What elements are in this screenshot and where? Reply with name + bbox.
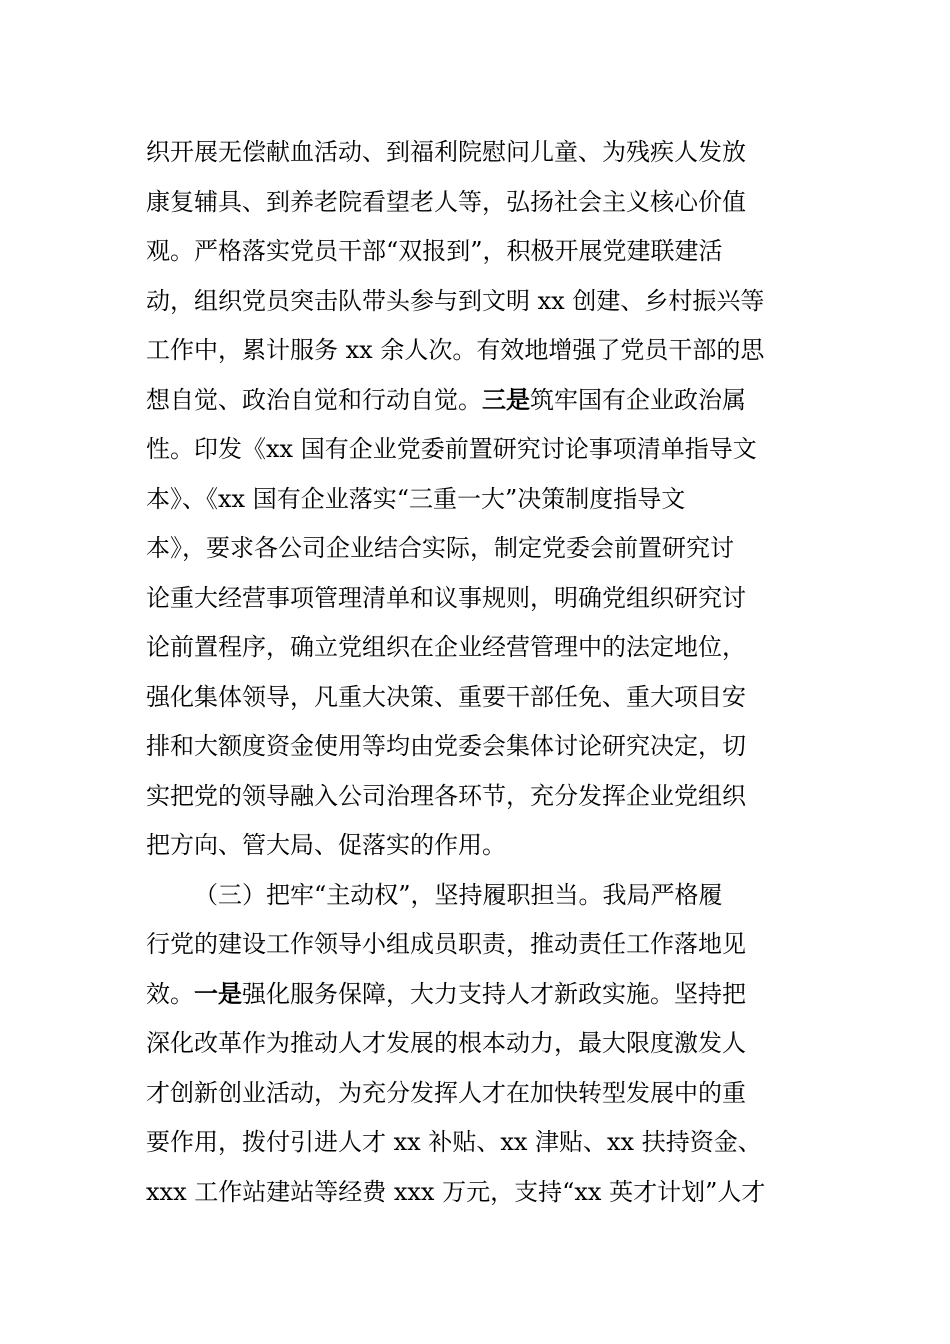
- text-line: 论前置程序，确立党组织在企业经营管理中的法定地位，: [146, 633, 746, 661]
- text-line: 本》，要求各公司企业结合实际，制定党委会前置研究讨: [146, 534, 734, 562]
- text-line: 排和大额度资金使用等均由党委会集体讨论研究决定，切: [146, 732, 746, 760]
- text-line: [146, 376, 806, 426]
- text-line: 要作用，拨付引进人才 xx 补贴、xx 津贴、xx 扶持资金、: [146, 1128, 762, 1156]
- section-heading-line: （三）把牢“主动权”，坚持履职担当。我局严格履: [194, 880, 723, 909]
- text-line: 论重大经营事项管理清单和议事规则，明确党组织研究讨: [146, 583, 746, 612]
- text-line: 把方向、管大局、促落实的作用。: [146, 831, 506, 859]
- text-segment: 想自觉、政治自觉和行动自觉。: [146, 385, 482, 414]
- text-line: 行党的建设工作领导小组成员职责，推动责任工作落地见: [146, 930, 746, 958]
- text-line: 康复辅具、到养老院看望老人等，弘扬社会主义核心价值: [146, 187, 746, 216]
- text-line: 工作中，累计服务 xx 余人次。有效地增强了党员干部的思: [146, 336, 765, 364]
- text-line: 织开展无偿献血活动、到福利院慰问儿童、为残疾人发放: [146, 138, 746, 166]
- text-line: 强化集体领导，凡重大决策、重要干部任免、重大项目安: [146, 682, 746, 711]
- text-line: 深化改革作为推动人才发展的根本动力，最大限度激发人: [146, 1029, 746, 1057]
- text-segment: 效。: [146, 979, 194, 1008]
- emphasis-label: 一是: [194, 979, 242, 1008]
- text-line: 才创新创业活动，为充分发挥人才在加快转型发展中的重: [146, 1078, 746, 1107]
- text-segment: 强化服务保障，大力支持人才新政实施。坚持把: [242, 979, 746, 1008]
- text-line: 观。严格落实党员干部“双报到”，积极开展党建联建活: [146, 237, 723, 265]
- text-line: 动，组织党员突击队带头参与到文明 xx 创建、乡村振兴等: [146, 286, 765, 315]
- emphasis-label: 三是: [482, 385, 530, 414]
- text-line: 实把党的领导融入公司治理各环节，充分发挥企业党组织: [146, 781, 746, 810]
- text-line: 本》、《xx 国有企业落实“三重一大”决策制度指导文: [146, 484, 686, 513]
- text-line: 性。印发《xx 国有企业党委前置研究讨论事项清单指导文: [146, 435, 757, 463]
- text-line: xxx 工作站建站等经费 xxx 万元，支持“xx 英才计划”人才: [146, 1177, 766, 1206]
- text-line: [146, 970, 806, 1020]
- text-segment: 筑牢国有企业政治属: [530, 385, 746, 414]
- body-text: [146, 128, 806, 1217]
